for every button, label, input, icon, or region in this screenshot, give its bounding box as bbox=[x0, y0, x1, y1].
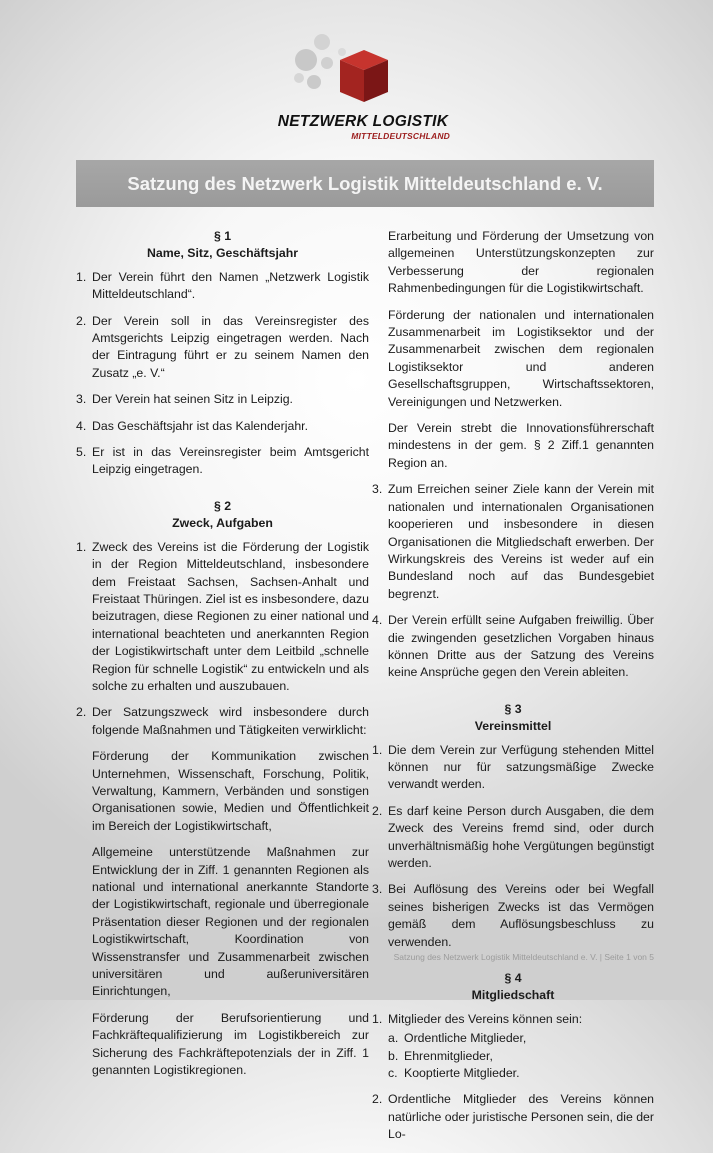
list-item: 1. Mitglieder des Vereins können sein: a. Ordentliche Mitglieder, b. Ehrenmitglieder, c. Kooptierte Mitglieder. bbox=[372, 1011, 654, 1083]
section-2-heading: § 2 bbox=[213, 498, 232, 513]
logo-subtitle: MITTELDEUTSCHLAND bbox=[351, 131, 450, 141]
list-item-text: Es darf keine Person durch Ausgaben, die dem Zweck des Vereins fremd sind, oder durch unverhältnismäßig hohe Vergütungen begünstigt werden. bbox=[388, 803, 654, 870]
list-item: 2. Es darf keine Person durch Ausgaben, die dem Zweck des Vereins fremd sind, oder durch unverhältnismäßig hohe Vergütungen begünstigt werden. bbox=[372, 803, 654, 870]
cube-logo-icon bbox=[292, 30, 402, 110]
logo-name: NETZWERK LOGISTIK bbox=[277, 113, 449, 130]
list-item: 3. Bei Auflösung des Vereins oder bei Wegfall seines bisherigen Zwecks ist das Vermögen gemäß dem Auflösungsbeschluss zu verwenden. bbox=[372, 882, 654, 949]
list-item-text: Zweck des Vereins ist die Förderung der Logistik in der Region Mitteldeutschland, insbesondere dem Freistaat Sachsen, Sachsen-Anhalt und Freistaat Thüringen. Ziel ist es insbesondere, dazu beizutragen, diese Regionen zu einer national und international beachteten und anerkannten Region der Logistikwirtschaft unter dem Leitbild „schnelle Region für schnelle Logistik“ zu entwickeln und als solche zu erhalten und auszubauen. bbox=[92, 539, 369, 693]
list-item-text: Mitglieder des Vereins können sein: bbox=[388, 1011, 583, 1026]
paragraph: Förderung der Berufsorientierung und Fachkräftequalifizierung im Logistikbereich zur Sicherung des Fachkräftepotenzials der in Ziff. 1 genannten Logistikregionen. bbox=[92, 1010, 369, 1078]
list-item: 1. Zweck des Vereins ist die Förderung der Logistik in der Region Mitteldeutschland, insbesondere dem Freistaat Sachsen, Sachsen-Anhalt und Freistaat Thüringen. Ziel ist es insbesondere, dazu beizutragen, diese Regionen zu einer national und international beachteten und anerkannten Region der Logistikwirtschaft unter dem Leitbild „schnelle Region für schnelle Logistik“ zu entwickeln und als solche zu erhalten und auszubauen. bbox=[76, 539, 369, 693]
list-item-text: Der Satzungszweck wird insbesondere durch folgende Maßnahmen und Tätigkeiten verwirklicht: bbox=[92, 705, 369, 737]
list-item-text: Zum Erreichen seiner Ziele kann der Verein mit nationalen und internationalen Organisationen kooperieren und insbesondere in diesen Organisationen die Mitgliedschaft erwerben. Der Wirkungskreis des Vereins ist weder auf ein Bundesland noch auf das Bundesgebiet begrenzt. bbox=[388, 482, 654, 601]
sub-list-item: a. Ordentliche Mitglieder, bbox=[388, 1031, 527, 1046]
list-item-text: Der Verein führt den Namen „Netzwerk Logistik Mitteldeutschland“. bbox=[92, 269, 369, 302]
list-item-text: Der Verein soll in das Vereinsregister des Amtsgerichts Leipzig eingetragen werden. Nach der Eintragung führt er zu seinem Namen den Zusatz „e. V.“ bbox=[92, 313, 369, 380]
list-item: 1. Die dem Verein zur Verfügung stehenden Mittel können nur für satzungsmäßige Zwecke verwandt werden. bbox=[372, 742, 654, 792]
section-3-heading: § 3 bbox=[504, 701, 522, 716]
section-2-title: Zweck, Aufgaben bbox=[172, 516, 273, 531]
section-1-heading: § 1 bbox=[213, 229, 232, 243]
sub-list-item-text: Ordentliche Mitglieder, bbox=[404, 1031, 527, 1046]
paragraph: Förderung der nationalen und internationalen Zusammenarbeit im Logistiksektor und der Zusammenarbeit zwischen dem regionalen Logistiksektor und anderen Gesellschaftsgruppen, Wirtschaftssektoren, Vereinigungen und Netzwerken. bbox=[388, 307, 654, 409]
list-item: 5. Er ist in das Vereinsregister beim Amtsgericht Leipzig eingetragen. bbox=[76, 445, 369, 477]
list-item: 2. Der Satzungszweck wird insbesondere durch folgende Maßnahmen und Tätigkeiten verwirklicht: Förderung der Kommunikation zwischen Unternehmen, Wissenschaft, Forschung, Politik, Verwaltung, Kammern, Verbänden und sonstigen Organisationen sowie, Medien und Öffentlichkeit im Bereich der Logistikwirtschaft, Allgemeine unterstützende Maßnahmen zur Entwicklung der in Ziff. 1 genannten Regionen als national und international anerkannte Standorte der Logistikwirtschaft, regionale und überregionale Präsentation dieser Regionen und der regionalen Logistikwirtschaft, Koordination von Wissenstransfer und Zusammenarbeit zwischen universitären und außeruniversitären Einrichtungen, Förderung der Berufsorientierung und Fachkräftequalifizierung im Logistikbereich zur Sicherung des Fachkräftepotenzials der in Ziff. 1 genannten Logistikregionen. bbox=[76, 704, 369, 1079]
sub-list-item-text: Kooptierte Mitglieder. bbox=[404, 1066, 520, 1081]
section-1-list bbox=[76, 269, 369, 479]
paragraph: Förderung der Kommunikation zwischen Unternehmen, Wissenschaft, Forschung, Politik, Verwaltung, Kammern, Verbänden und sonstigen Organisationen sowie, Medien und Öffentlichkeit im Bereich der Logistikwirtschaft, bbox=[92, 749, 369, 833]
document-title: Satzung des Netzwerk Logistik Mitteldeutschland e. V. bbox=[127, 173, 603, 194]
sub-list-item: b. Ehrenmitglieder, bbox=[388, 1048, 493, 1063]
right-column bbox=[372, 228, 654, 1153]
list-item: 2. Der Verein soll in das Vereinsregister des Amtsgerichts Leipzig eingetragen werden. Nach der Eintragung führt er zu seinem Namen den Zusatz „e. V.“ bbox=[76, 313, 369, 380]
page-footer: Satzung des Netzwerk Logistik Mitteldeutschland e. V. | Seite 1 von 5 bbox=[393, 952, 654, 962]
list-item-text: Bei Auflösung des Vereins oder bei Wegfall seines bisherigen Zwecks ist das Vermögen gemäß dem Auflösungsbeschluss zu verwenden. bbox=[388, 882, 654, 949]
section-3-title: Vereinsmittel bbox=[474, 719, 552, 734]
section-4-list bbox=[372, 1011, 654, 1144]
list-item: 3. Zum Erreichen seiner Ziele kann der Verein mit nationalen und internationalen Organisationen kooperieren und insbesondere in diesen Organisationen die Mitgliedschaft erwerben. Der Wirkungskreis des Vereins ist weder auf ein Bundesland noch auf das Bundesgebiet begrenzt. bbox=[372, 482, 654, 601]
paragraph: Erarbeitung und Förderung der Umsetzung von allgemeinen Unterstützungskonzepten zur Verbesserung der regionalen Rahmenbedingungen für die Logistikwirtschaft. bbox=[388, 229, 654, 296]
list-item-text: Das Geschäftsjahr ist das Kalenderjahr. bbox=[92, 418, 308, 433]
section-3-list bbox=[372, 742, 654, 951]
list-item: 4. Das Geschäftsjahr ist das Kalenderjahr. bbox=[76, 418, 308, 433]
section-4-title: Mitgliedschaft bbox=[471, 988, 555, 1003]
list-item: 1. Der Verein führt den Namen „Netzwerk Logistik Mitteldeutschland“. bbox=[76, 269, 369, 302]
sub-list-item-text: Ehrenmitglieder, bbox=[404, 1048, 493, 1063]
list-item-text: Der Verein hat seinen Sitz in Leipzig. bbox=[92, 392, 293, 407]
list-item: 3. Der Verein hat seinen Sitz in Leipzig. bbox=[76, 392, 293, 407]
paragraph: Der Verein strebt die Innovationsführerschaft mindestens in der gem. § 2 Ziff.1 genannten Region an. bbox=[388, 421, 654, 470]
list-item: 2. Ordentliche Mitglieder des Vereins können natürliche oder juristische Personen sein, die der Lo- bbox=[372, 1092, 654, 1142]
list-item-text: Er ist in das Vereinsregister beim Amtsgericht Leipzig eingetragen. bbox=[92, 445, 369, 477]
section-2-list-continued bbox=[372, 481, 654, 681]
logo bbox=[0, 30, 713, 145]
list-item-text: Ordentliche Mitglieder des Vereins können natürliche oder juristische Personen sein, die der Lo- bbox=[388, 1092, 654, 1142]
section-4-heading: § 4 bbox=[504, 971, 522, 986]
list-item-text: Die dem Verein zur Verfügung stehenden Mittel können nur für satzungsmäßige Zwecke verwandt werden. bbox=[388, 742, 654, 792]
paragraph: Allgemeine unterstützende Maßnahmen zur Entwicklung der in Ziff. 1 genannten Regionen als national und international anerkannte Standorte der Logistikwirtschaft, regionale und überregionale Präsentation dieser Regionen und der regionalen Logistikwirtschaft, Koordination von Wissenstransfer und Zusammenarbeit zwischen universitären und außeruniversitären Einrichtungen, bbox=[92, 845, 369, 999]
list-item: 4. Der Verein erfüllt seine Aufgaben freiwillig. Über die zwingenden gesetzlichen Vorgaben hinaus können Dritte aus der Satzung des Vereins keine Ansprüche gegen den Verein ableiten. bbox=[372, 613, 654, 680]
section-1-title: Name, Sitz, Geschäftsjahr bbox=[146, 246, 299, 261]
sub-list bbox=[388, 1030, 654, 1082]
title-banner bbox=[76, 160, 654, 207]
list-item-text: Der Verein erfüllt seine Aufgaben freiwillig. Über die zwingenden gesetzlichen Vorgaben hinaus können Dritte aus der Satzung des Vereins keine Ansprüche gegen den Verein ableiten. bbox=[388, 613, 654, 680]
sub-list-item: c. Kooptierte Mitglieder. bbox=[388, 1066, 520, 1081]
section-2-list bbox=[76, 539, 369, 1080]
